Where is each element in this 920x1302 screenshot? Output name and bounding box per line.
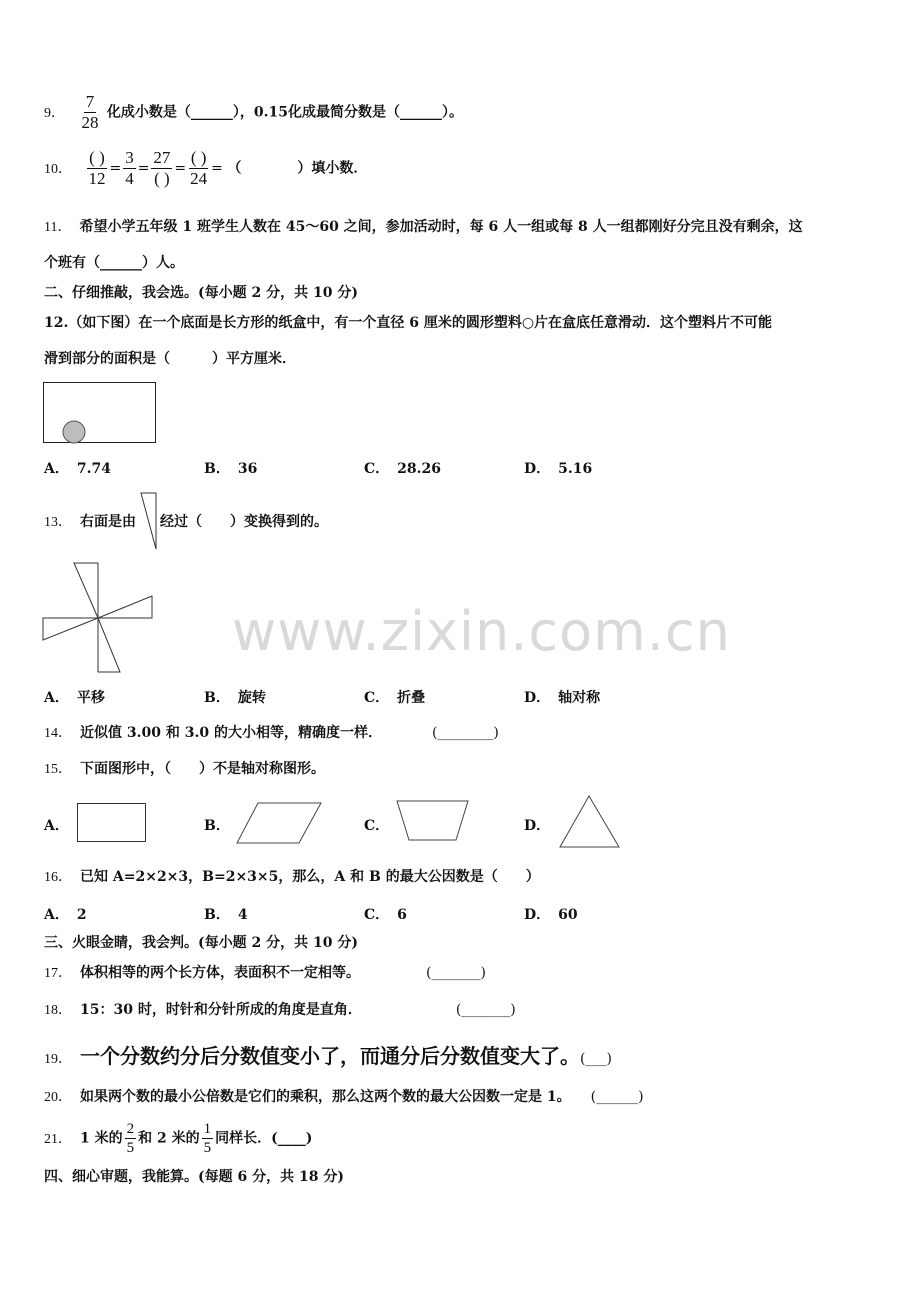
denominator: 4	[125, 169, 134, 188]
question-20	[44, 1087, 644, 1108]
denominator: ( )	[154, 169, 170, 188]
question-text: 下面图形中，（ ）不是轴对称图形。	[80, 761, 325, 777]
numerator: ( )	[89, 148, 105, 167]
option-label: D．	[524, 690, 551, 706]
option-text: 7.74	[76, 461, 111, 477]
question-text: 已知 A=2×2×3，B=2×3×5，那么，A 和 B 的最大公因数是（ ）	[80, 869, 540, 885]
question-12-line-2: 滑到部分的面积是（ ）平方厘米．	[44, 351, 296, 367]
fraction	[79, 92, 100, 133]
option-d	[524, 904, 578, 924]
option-text: 5.16	[558, 461, 593, 477]
equals-sign: =	[211, 160, 223, 177]
question-text: 化成最简分数是（______）。	[288, 104, 464, 121]
option-label: A．	[44, 818, 69, 834]
question-text: 经过（ ）变换得到的。	[160, 514, 328, 530]
question-number: 9．	[44, 105, 65, 121]
question-text: 如果两个数的最小公倍数是它们的乘积，那么这两个数的最大公因数一定是 1。	[80, 1089, 571, 1105]
question-text: 体积相等的两个长方体，表面积不一定相等。	[80, 965, 360, 981]
denominator: 28	[81, 113, 99, 132]
question-12-line-1: 12.（如下图）在一个底面是长方形的纸盒中，有一个直径 6 厘米的圆形塑料○片在盒底任意滑动．这个塑料片不可能	[44, 315, 773, 331]
option-b	[204, 458, 257, 478]
question-11-line-1	[44, 217, 803, 238]
question-17	[44, 963, 486, 984]
option-label: C．	[364, 818, 390, 834]
question-number: 13．	[44, 515, 72, 530]
option-text: 60	[558, 907, 578, 923]
fraction	[123, 148, 136, 189]
option-d	[524, 815, 550, 835]
question-9	[44, 92, 463, 133]
option-text: 36	[237, 461, 258, 477]
question-text: 1 米的	[80, 1130, 123, 1147]
option-label: C．	[364, 907, 390, 923]
option-a	[44, 687, 105, 707]
option-label: D．	[524, 461, 551, 477]
question-text: 个班有（______）人。	[44, 255, 184, 271]
numerator: 7	[85, 92, 95, 111]
question-text: 15：30 时，时针和分针所成的角度是直角．	[80, 1002, 362, 1018]
rectangle-outline	[78, 804, 146, 842]
option-c	[364, 904, 407, 924]
triangle-shape	[559, 795, 621, 849]
disc-circle	[63, 421, 85, 443]
answer-blank: (________)	[431, 725, 499, 741]
question-number: 20．	[44, 1090, 72, 1105]
rectangle-shape	[77, 803, 147, 843]
question-14	[44, 723, 499, 744]
trapezoid-outline	[397, 801, 468, 840]
question-number: 11．	[44, 220, 72, 235]
triangle-icon	[140, 492, 160, 552]
question-text: 和 2 米的	[138, 1130, 200, 1147]
fraction	[202, 1120, 214, 1157]
pinwheel-blade-top	[74, 563, 98, 618]
option-a	[44, 458, 111, 478]
answer-blank: (_______)	[455, 1002, 516, 1018]
question-text: 近似值 3.00 和 3.0 的大小相等，精确度一样．	[80, 725, 382, 741]
question-15	[44, 759, 325, 780]
question-text: 希望小学五年级 1 班学生人数在 45～60 之间，参加活动时，每 6 人一组或每 8 人一组都刚好分完且没有剩余，这	[79, 219, 803, 235]
question-number: 17．	[44, 966, 72, 981]
denominator: 5	[203, 1140, 212, 1156]
denominator: 5	[126, 1140, 135, 1156]
option-text: 28.26	[397, 461, 441, 477]
answer-blank: (___)	[580, 1051, 612, 1067]
option-text: 折叠	[397, 690, 426, 706]
pinwheel-figure	[42, 562, 154, 674]
option-d	[524, 458, 592, 478]
denominator: 12	[88, 169, 106, 188]
question-19	[44, 1044, 612, 1072]
question-number: 15．	[44, 762, 72, 777]
option-c	[364, 815, 389, 835]
question-21	[44, 1120, 312, 1157]
option-b	[204, 815, 230, 835]
numerator: 1	[203, 1121, 212, 1137]
option-text: 旋转	[237, 690, 266, 706]
numerator: 27	[153, 148, 171, 167]
fraction	[188, 148, 209, 189]
option-text: 4	[237, 907, 248, 923]
question-10	[44, 148, 367, 189]
question-text: 一个分数约分后分数值变小了，而通分后分数值变大了。	[80, 1044, 580, 1068]
question-11-line-2	[44, 253, 184, 273]
pinwheel-blade-bottom	[98, 618, 120, 672]
option-label: C．	[364, 461, 390, 477]
option-label: B．	[204, 907, 230, 923]
question-18	[44, 1000, 516, 1021]
section-heading-3: 三、火眼金睛，我会判。(每小题 2 分，共 10 分)	[44, 935, 358, 951]
question-number: 18．	[44, 1003, 72, 1018]
denominator: 24	[190, 169, 208, 188]
parallelogram-outline	[237, 803, 321, 843]
option-label: D．	[524, 818, 551, 834]
trapezoid-shape	[396, 800, 470, 842]
numerator: 2	[126, 1121, 135, 1137]
question-text: 化成小数是（______），	[106, 104, 254, 121]
fraction	[151, 148, 172, 189]
fraction	[86, 148, 107, 189]
question-text: 右面是由	[80, 514, 136, 530]
answer-blank: (______)	[590, 1089, 644, 1105]
question-number: 16．	[44, 870, 72, 885]
equals-sign: =	[174, 160, 187, 177]
option-text: 平移	[76, 690, 105, 706]
option-c	[364, 458, 441, 478]
parallelogram-shape	[236, 802, 322, 844]
option-text: 6	[397, 907, 407, 923]
option-label: A．	[44, 690, 69, 706]
question-text: （ ）填小数．	[227, 160, 368, 177]
section-heading-2: 二、仔细推敲，我会选。(每小题 2 分，共 10 分)	[44, 285, 358, 301]
question-13	[44, 512, 328, 533]
option-label: B．	[204, 818, 230, 834]
section-heading-4: 四、细心审题，我能算。(每题 6 分，共 18 分)	[44, 1169, 344, 1185]
numerator: ( )	[190, 148, 207, 167]
option-a	[44, 904, 87, 924]
box-diagram	[43, 382, 157, 444]
small-triangle	[141, 493, 156, 549]
value: 0.15	[253, 104, 289, 121]
option-text: 2	[76, 907, 87, 923]
watermark: www.zixin.com.cn	[232, 600, 731, 663]
option-label: C．	[364, 690, 390, 706]
option-label: B．	[204, 461, 230, 477]
question-number: 21．	[44, 1131, 72, 1147]
option-label: A．	[44, 461, 69, 477]
answer-blank: (_______)	[426, 965, 486, 981]
box-rectangle	[44, 383, 156, 443]
numerator: 3	[125, 148, 134, 167]
option-label: A．	[44, 907, 69, 923]
question-number: 14．	[44, 726, 72, 741]
option-b	[204, 687, 266, 707]
question-16	[44, 867, 540, 888]
pinwheel-blade-left	[43, 618, 98, 640]
option-d	[524, 687, 600, 707]
question-number: 19．	[44, 1052, 72, 1067]
option-text: 轴对称	[558, 690, 601, 706]
question-number: 10．	[44, 161, 72, 177]
option-label: D．	[524, 907, 551, 923]
option-b	[204, 904, 248, 924]
equals-sign: =	[109, 160, 122, 177]
option-label: B．	[204, 690, 230, 706]
fraction	[125, 1120, 137, 1157]
pinwheel-blade-right	[98, 596, 152, 618]
question-text: 同样长．(____)	[215, 1130, 313, 1147]
triangle-outline	[560, 796, 619, 847]
equals-sign: =	[137, 160, 150, 177]
option-a	[44, 815, 69, 835]
option-c	[364, 687, 425, 707]
